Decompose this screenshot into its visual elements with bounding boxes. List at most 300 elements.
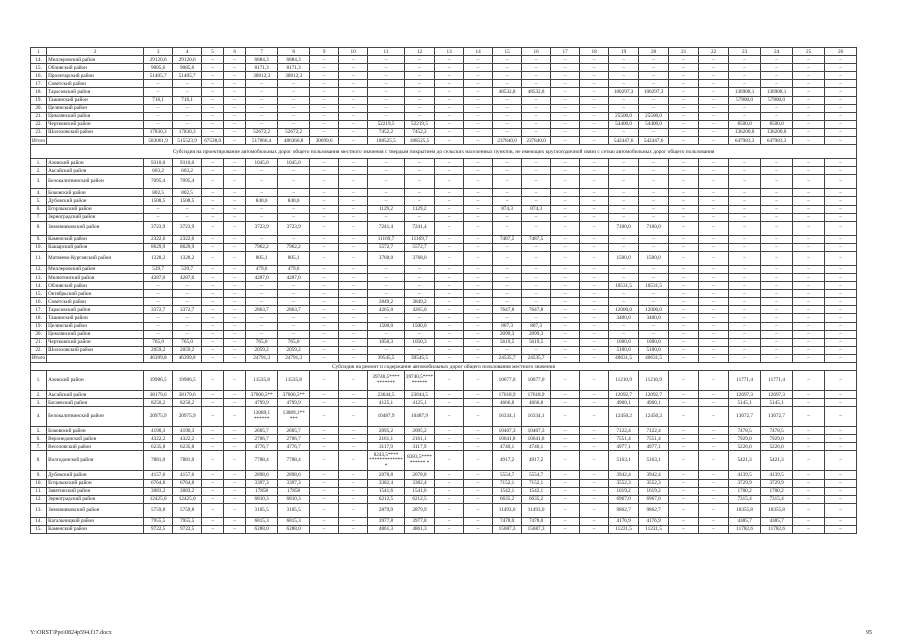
value-cell: – [522,167,551,175]
value-cell: 3117,9 [368,443,405,451]
value-cell: – [639,189,669,197]
value-cell: 2078,8 [404,471,434,479]
value-cell: 7122,4 [639,427,669,435]
value-cell: – [339,80,368,88]
value-cell: 7315,4 [761,495,793,503]
district-name-cell: Волгодонской район [47,451,144,471]
district-name-cell: Тарасовский район [47,306,144,314]
row-index-cell: 4. [31,189,47,197]
value-cell: – [404,346,434,354]
value-cell: 4977,1 [639,443,669,451]
value-cell: – [609,175,639,189]
value-cell: – [435,479,464,487]
value-cell: – [464,96,493,104]
value-cell: 7788,4 [246,451,278,471]
value-cell: – [699,503,729,517]
value-cell: – [339,306,368,314]
value-cell: 3552,3 [609,479,639,487]
row-index-cell: 12. [31,495,47,503]
value-cell: – [435,451,464,471]
value-cell: 7551,4 [639,435,669,443]
value-cell: 539,7 [144,265,173,273]
value-cell: – [609,72,639,80]
value-cell: 10641,8 [522,435,551,443]
value-cell: – [339,137,368,145]
value-cell: – [339,72,368,80]
value-cell: – [825,322,857,330]
value-cell: – [493,265,522,273]
value-cell: – [310,221,339,235]
value-cell: 4861,3 [404,525,434,533]
value-cell: – [793,306,825,314]
value-cell: 30812,3 [246,72,278,80]
value-cell: – [793,407,825,427]
value-cell: 4917,2 [522,451,551,471]
value-cell: 9862,7 [639,503,669,517]
value-cell: – [609,273,639,281]
value-cell: – [493,112,522,120]
table-row [31,391,857,399]
value-cell: – [793,330,825,338]
column-number-cell: 17 [551,48,580,56]
value-cell: – [729,112,761,120]
value-cell: – [202,290,224,298]
value-cell: 11771,4 [761,371,793,391]
value-cell: 52219,5 [404,120,434,128]
value-cell: – [246,88,278,96]
value-cell: – [580,213,609,221]
value-cell: 874,3 [522,205,551,213]
value-cell: – [793,72,825,80]
value-cell: – [793,112,825,120]
value-cell: – [339,112,368,120]
value-cell: – [639,298,669,306]
value-cell: – [793,159,825,167]
value-cell: – [699,120,729,128]
value-cell: – [580,306,609,314]
value-cell: – [580,104,609,112]
value-cell: – [224,273,246,281]
value-cell: 1541,6 [368,487,405,495]
row-index-cell: 10. [31,243,47,251]
value-cell: 5226,0 [761,443,793,451]
district-name-cell: Багаевский район [47,399,144,407]
value-cell: 765,0 [173,338,202,346]
value-cell: – [464,451,493,471]
value-cell: – [609,96,639,104]
column-number-cell: 11 [368,48,405,56]
value-cell: 52219,5 [368,120,405,128]
value-cell: – [793,322,825,330]
value-cell: – [825,273,857,281]
value-cell: – [435,221,464,235]
value-cell: – [609,290,639,298]
table-row [31,495,857,503]
district-name-cell: Пролетарский район [47,72,144,80]
value-cell: – [202,243,224,251]
value-cell: 12000,0 [639,306,669,314]
value-cell: – [310,290,339,298]
value-cell: – [435,56,464,64]
value-cell: – [224,495,246,503]
value-cell: 1541,6 [404,487,434,495]
value-cell: – [551,371,580,391]
value-cell: 39740,5**** ******* [368,371,405,391]
value-cell: – [793,213,825,221]
value-cell: – [761,290,793,298]
value-cell: 3729,9 [729,479,761,487]
value-cell: – [202,451,224,471]
value-cell: – [825,104,857,112]
value-cell: – [669,213,699,221]
district-name-cell: Целинский район [47,104,144,112]
value-cell: 4287,0 [173,273,202,281]
value-cell: – [144,290,173,298]
value-cell: – [580,371,609,391]
value-cell: 4322,2 [144,435,173,443]
value-cell: – [202,120,224,128]
value-cell: – [580,517,609,525]
value-cell: – [435,96,464,104]
value-cell: – [435,243,464,251]
value-cell: – [224,197,246,205]
value-cell: – [522,251,551,265]
value-cell: – [464,517,493,525]
value-cell: – [522,213,551,221]
value-cell: 7962,2 [278,243,310,251]
value-cell: – [793,338,825,346]
value-cell: – [310,479,339,487]
value-cell: – [825,213,857,221]
value-cell: – [729,221,761,235]
value-cell: 4900,1 [609,399,639,407]
value-cell: – [464,371,493,391]
value-cell: 4125,1 [404,399,434,407]
value-cell: 807,3 [522,322,551,330]
table-row [31,427,857,435]
value-cell: – [339,346,368,354]
value-cell: – [551,221,580,235]
value-cell: – [278,205,310,213]
value-cell: – [699,479,729,487]
value-cell: 3552,3 [639,479,669,487]
value-cell: 7788,4 [278,451,310,471]
row-index-cell: 22. [31,120,47,128]
value-cell: – [435,205,464,213]
value-cell: 840,6 [278,197,310,205]
value-cell: – [699,128,729,136]
value-cell: 583061,9 [144,137,173,145]
value-cell: 4265,0 [404,306,434,314]
value-cell: – [522,243,551,251]
value-cell: – [224,175,246,189]
value-cell: 237840,0 [493,137,522,145]
value-cell: 48532,8 [493,88,522,96]
value-cell: – [580,72,609,80]
value-cell: 13089,1** *** [278,407,310,427]
value-cell: 237840,0 [522,137,551,145]
value-cell: – [435,128,464,136]
value-cell: – [493,104,522,112]
value-cell: – [464,282,493,290]
value-cell: 7487,5 [493,235,522,243]
value-cell: – [761,213,793,221]
value-cell: – [793,221,825,235]
value-cell: 1328,2 [173,251,202,265]
value-cell: – [580,503,609,517]
table-row [31,243,857,251]
value-cell: – [493,282,522,290]
value-cell: – [464,487,493,495]
value-cell: 3942,4 [609,471,639,479]
value-cell: – [669,56,699,64]
value-cell: 17858 [278,487,310,495]
value-cell: – [310,282,339,290]
value-cell: 1542,1 [522,487,551,495]
value-cell: – [404,96,434,104]
value-cell: 6967,0 [609,495,639,503]
value-cell: – [551,407,580,427]
value-cell: – [551,525,580,533]
value-cell: – [609,330,639,338]
value-cell: – [224,282,246,290]
row-index-cell: 8. [31,221,47,235]
value-cell: – [493,175,522,189]
value-cell: – [825,88,857,96]
value-cell: – [368,197,405,205]
value-cell: – [224,435,246,443]
value-cell: 100297,3 [609,88,639,96]
value-cell: – [202,64,224,72]
value-cell: – [551,427,580,435]
value-cell: 8500,0 [761,120,793,128]
district-name-cell: Чертковский район [47,338,144,346]
value-cell: 5554,7 [522,471,551,479]
value-cell: 12000,0 [609,306,639,314]
value-cell: – [278,314,310,322]
value-cell: – [310,399,339,407]
value-cell: 2706,7 [246,435,278,443]
value-cell: 6884,3 [278,56,310,64]
value-cell: – [793,88,825,96]
value-cell: – [793,427,825,435]
value-cell: – [435,80,464,88]
value-cell: 5163,1 [609,451,639,471]
value-cell: 3372,7 [173,306,202,314]
value-cell: – [609,159,639,167]
value-cell: – [699,443,729,451]
value-cell: – [609,235,639,243]
value-cell: – [699,213,729,221]
value-cell: – [246,189,278,197]
value-cell: – [699,56,729,64]
value-cell: – [224,306,246,314]
value-cell: – [551,451,580,471]
value-cell: – [825,517,857,525]
column-number-cell: 7 [246,48,278,56]
value-cell: – [464,407,493,427]
value-cell: – [580,495,609,503]
value-cell: 188525,5 [404,137,434,145]
value-cell: – [310,525,339,533]
value-cell: – [761,338,793,346]
value-cell: – [246,175,278,189]
value-cell: 515523,9 [173,137,202,145]
value-cell: – [793,128,825,136]
value-cell: – [825,314,857,322]
value-cell: – [368,167,405,175]
row-index-cell: 16. [31,298,47,306]
value-cell: – [761,56,793,64]
value-cell: – [339,159,368,167]
value-cell: – [699,175,729,189]
value-cell: – [224,427,246,435]
value-cell: – [639,175,669,189]
row-index-cell: 12. [31,265,47,273]
value-cell: – [551,197,580,205]
value-cell: – [339,391,368,399]
value-cell: – [464,112,493,120]
value-cell: – [699,471,729,479]
row-index-cell: 15. [31,525,47,533]
value-cell: – [551,175,580,189]
value-cell: – [173,282,202,290]
value-cell: – [435,298,464,306]
value-cell: – [729,251,761,265]
value-cell: – [669,346,699,354]
value-cell: – [580,314,609,322]
value-cell: – [246,290,278,298]
value-cell: 6288,0 [246,525,278,533]
value-cell: 7452,2 [404,128,434,136]
column-number-cell: 25 [793,48,825,56]
value-cell: – [202,96,224,104]
column-number-cell: 18 [580,48,609,56]
value-cell: – [339,495,368,503]
value-cell: – [246,314,278,322]
value-cell: – [404,80,434,88]
value-cell: – [699,80,729,88]
value-cell: – [825,435,857,443]
value-cell: – [464,443,493,451]
value-cell: – [639,243,669,251]
value-cell: – [761,330,793,338]
section-heading-row [31,145,857,159]
value-cell: – [669,88,699,96]
value-cell: 807,3 [493,322,522,330]
value-cell: 10487,9 [404,407,434,427]
value-cell: 8243,5**** ************* * [368,451,405,471]
value-cell: – [246,298,278,306]
value-cell: 7955,5 [144,517,173,525]
value-cell: – [639,72,669,80]
value-cell: – [639,330,669,338]
district-name-cell [47,354,144,362]
value-cell: – [246,167,278,175]
value-cell: 24791,3 [246,354,278,362]
value-cell: – [729,159,761,167]
value-cell: – [224,56,246,64]
table-row [31,80,857,88]
value-cell: – [278,104,310,112]
value-cell: – [522,56,551,64]
value-cell: 3942,4 [639,471,669,479]
value-cell: – [609,189,639,197]
value-cell: – [669,189,699,197]
district-name-cell: Ташинский район [47,314,144,322]
value-cell: 67538,0 [202,137,224,145]
district-name-cell: Чертковский район [47,120,144,128]
value-cell: – [224,243,246,251]
value-cell: – [580,137,609,145]
value-cell: – [761,205,793,213]
value-cell: – [435,503,464,517]
value-cell: 7095,4 [144,175,173,189]
value-cell: – [246,330,278,338]
value-cell: 4917,2 [493,451,522,471]
footer-page-number: 95 [866,630,872,636]
value-cell: – [310,64,339,72]
table-row [31,104,857,112]
value-cell: – [580,175,609,189]
value-cell: 1045,0 [278,159,310,167]
value-cell: – [551,159,580,167]
value-cell: – [580,56,609,64]
value-cell: 3768,0 [404,251,434,265]
value-cell: 4287,0 [278,273,310,281]
value-cell: – [729,330,761,338]
value-cell: – [825,80,857,88]
value-cell: – [761,159,793,167]
value-cell: – [464,104,493,112]
row-index-cell: 4. [31,407,47,427]
value-cell: – [825,399,857,407]
value-cell: 11493,0 [493,503,522,517]
value-cell: 1050,3 [368,338,405,346]
column-number-cell: 10 [339,48,368,56]
value-cell: 2322,6 [173,235,202,243]
value-cell: – [669,314,699,322]
value-cell: – [339,197,368,205]
value-cell: – [761,72,793,80]
value-cell: 136908,1 [729,88,761,96]
value-cell: 5572,7 [368,243,405,251]
value-cell: – [202,435,224,443]
value-cell: – [669,354,699,362]
value-cell: – [669,471,699,479]
value-cell: – [493,243,522,251]
value-cell: 486366,8 [278,137,310,145]
value-cell: – [580,298,609,306]
value-cell: 6764,8 [144,479,173,487]
value-cell: 6815,3 [278,517,310,525]
table-row [31,306,857,314]
value-cell: 24535,7 [493,354,522,362]
value-cell: – [310,503,339,517]
value-cell: 11782,6 [761,525,793,533]
value-cell: – [729,167,761,175]
value-cell: – [246,322,278,330]
value-cell: 3849,2 [404,298,434,306]
value-cell: 4139,5 [729,471,761,479]
value-cell: – [609,64,639,72]
value-cell: – [580,120,609,128]
value-cell: – [493,159,522,167]
value-cell: 4385,7 [761,517,793,525]
value-cell: 6810,3 [246,495,278,503]
value-cell: – [761,104,793,112]
row-index-cell: 15. [31,64,47,72]
